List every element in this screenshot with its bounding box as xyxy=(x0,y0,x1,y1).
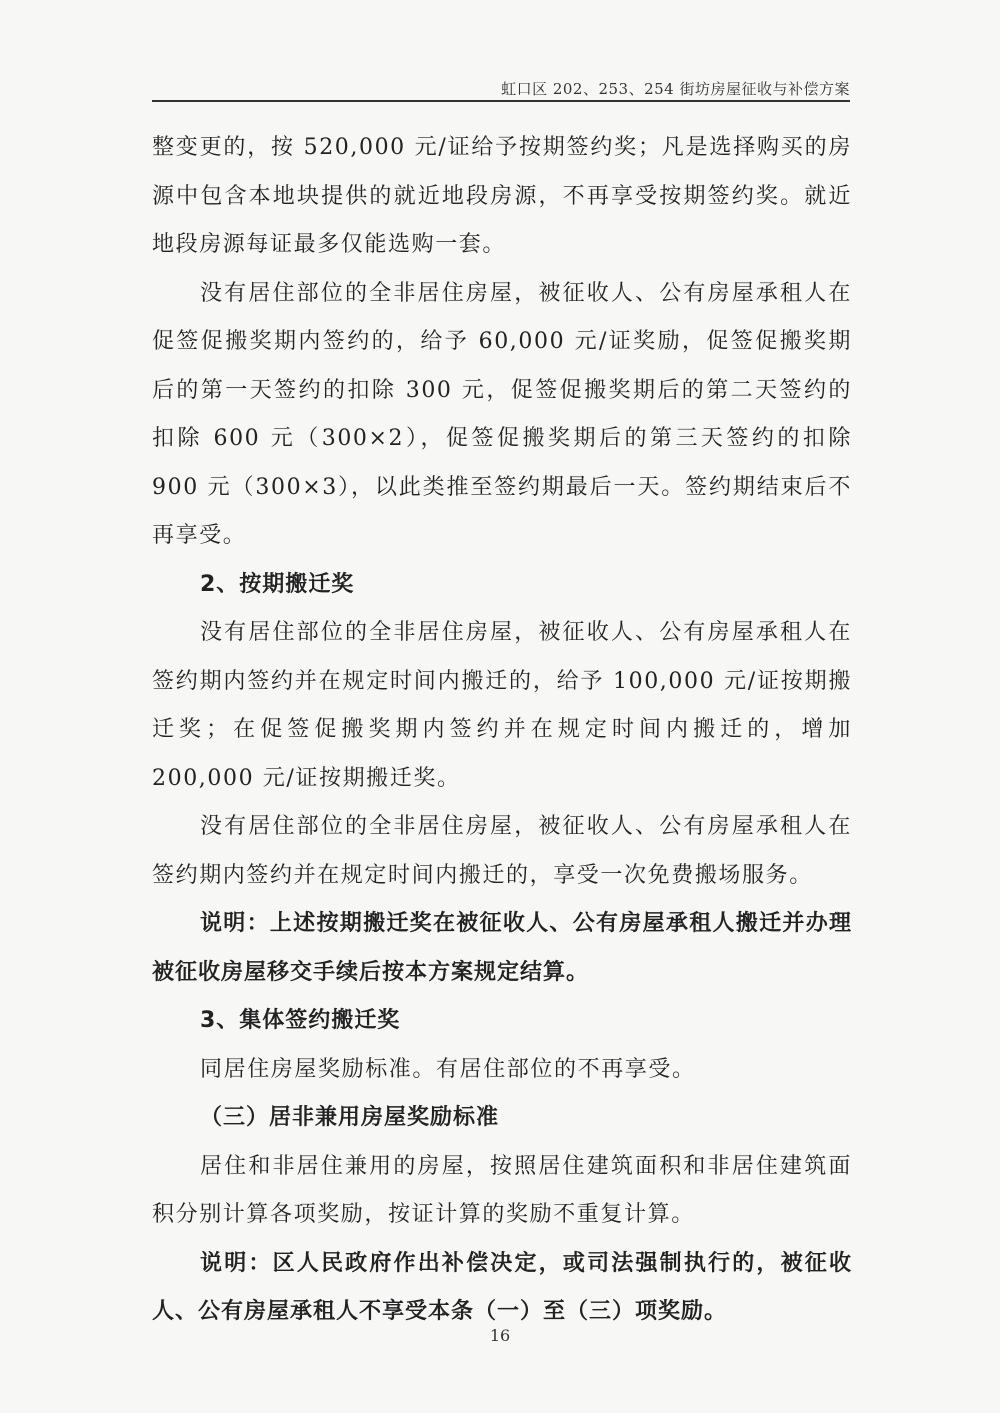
paragraph: 居住和非居住兼用的房屋，按照居住建筑面积和非居住建筑面积分别计算各项奖励，按证计算的奖励不重复计算。 xyxy=(152,1153,852,1227)
section-heading: （三）居非兼用房屋奖励标准 xyxy=(200,1105,500,1130)
document-body xyxy=(152,124,852,1337)
page-header xyxy=(152,60,850,102)
page-number: 16 xyxy=(489,1326,511,1345)
paragraph: 同居住房屋奖励标准。有居住部位的不再享受。 xyxy=(200,1056,696,1082)
paragraph: 没有居住部位的全非居住房屋，被征收人、公有房屋承租人在促签促搬奖期内签约的，给予 60,000 元/证奖励，促签促搬奖期后的第一天签约的扣除 300 元，促签促搬奖期后的第二天签约的扣除 600 元（300×2），促签促搬奖期后的第三天签约的扣除 900 元（300×3），以此类推至签约期最后一天。签约期结束后不再享受。 xyxy=(152,280,852,548)
note-paragraph: 说明：区人民政府作出补偿决定，或司法强制执行的，被征收人、公有房屋承租人不享受本条（一）至（三）项奖励。 xyxy=(152,1250,852,1324)
section-heading: 2、按期搬迁奖 xyxy=(200,571,355,597)
paragraph: 没有居住部位的全非居住房屋，被征收人、公有房屋承租人在签约期内签约并在规定时间内搬迁的，给予 100,000 元/证按期搬迁奖；在促签促搬奖期内签约并在规定时间内搬迁的，增加 200,000 元/证按期搬迁奖。 xyxy=(152,620,852,791)
paragraph: 没有居住部位的全非居住房屋，被征收人、公有房屋承租人在签约期内签约并在规定时间内搬迁的，享受一次免费搬场服务。 xyxy=(152,814,852,888)
paragraph: 整变更的，按 520,000 元/证给予按期签约奖；凡是选择购买的房源中包含本地块提供的就近地段房源，不再享受按期签约奖。就近地段房源每证最多仅能选购一套。 xyxy=(152,135,852,257)
section-heading: 3、集体签约搬迁奖 xyxy=(200,1008,401,1033)
document-title: 虹口区 202、253、254 街坊房屋征收与补偿方案 xyxy=(501,80,850,98)
note-paragraph: 说明：上述按期搬迁奖在被征收人、公有房屋承租人搬迁并办理被征收房屋移交手续后按本方案规定结算。 xyxy=(152,911,852,985)
